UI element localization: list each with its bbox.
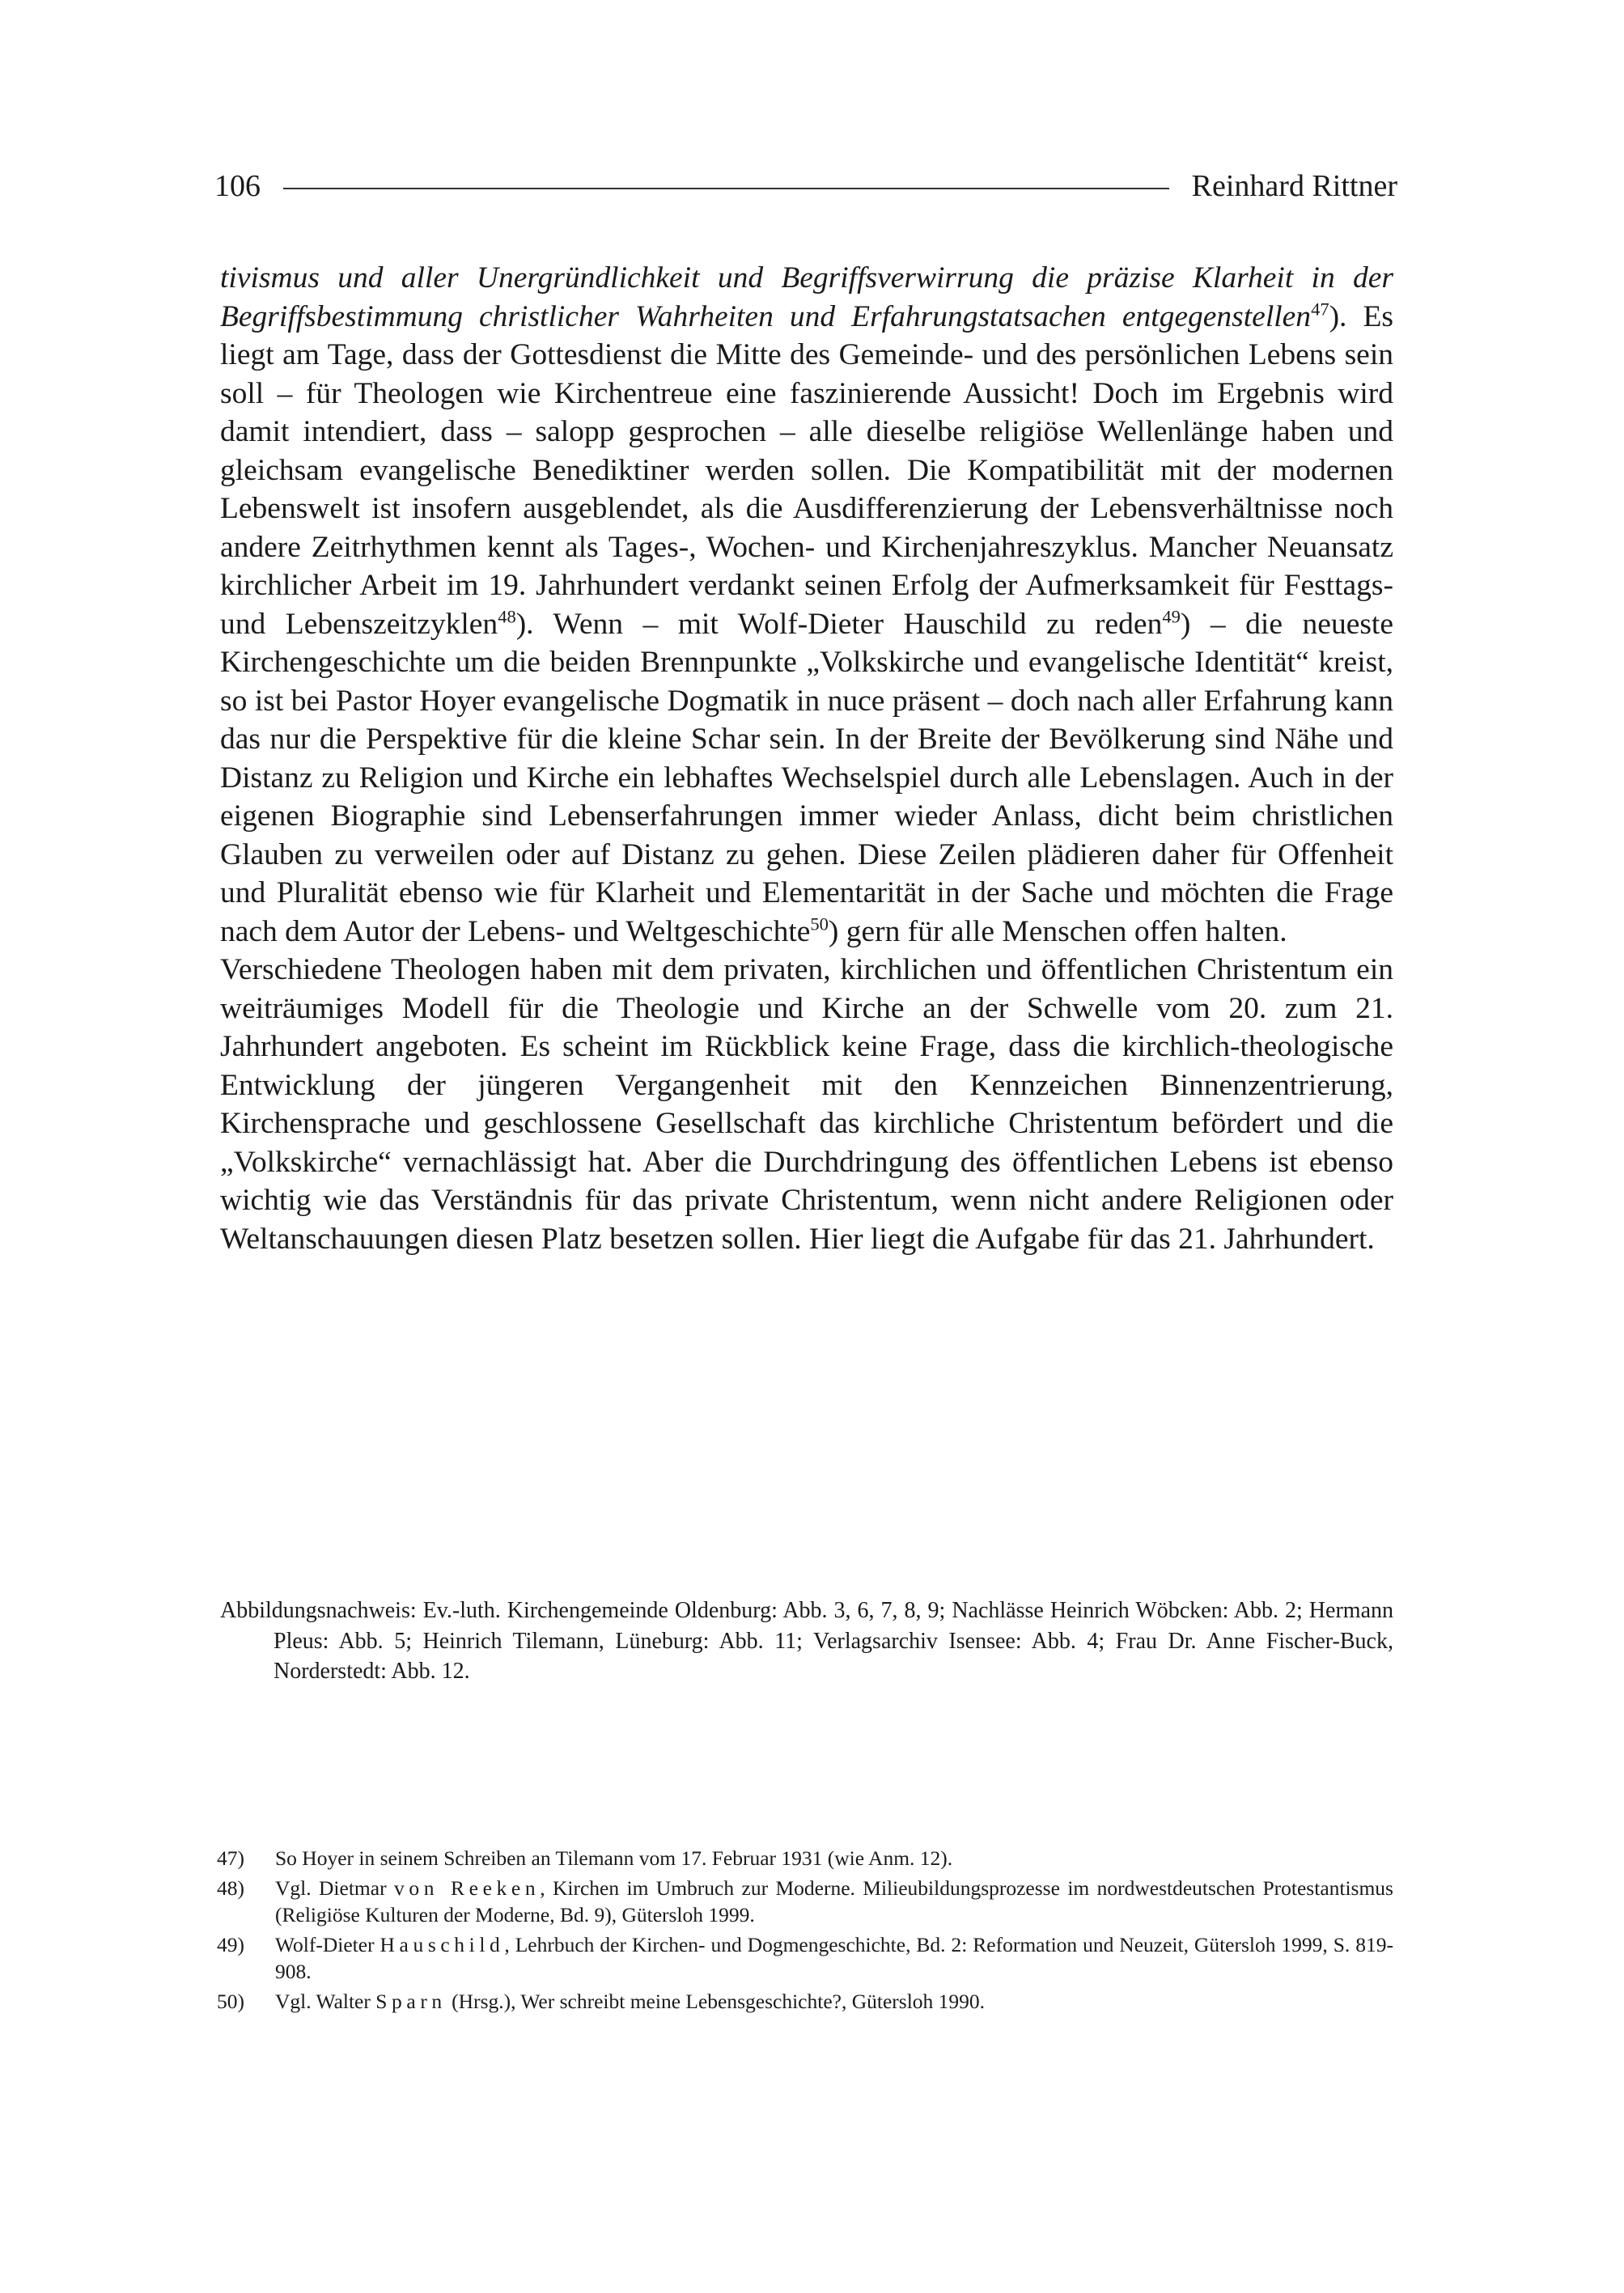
footnote-text: [275, 1845, 1393, 1871]
footnote-author-name: Hauschild: [379, 1933, 505, 1956]
footnote-49: [217, 1931, 1393, 1985]
paragraph-2: Verschiedene Theologen haben mit dem privaten, kirchlichen und öffentlichen Christentum ein weiträumiges Modell für die Theologie und Kirche an der Schwelle vom 20. zum 21. Jahrhundert angeboten. Es scheint im Rückblick keine Frage, dass die kirchlich-theologische Entwicklung der jüngeren Vergangenheit mit den Kennzeichen Binnenzentrierung, Kirchensprache und geschlossene Gesellschaft das kirchliche Christentum befördert und die „Volkskirche“ vernachlässigt hat. Aber die Durchdringung des öffentlichen Lebens ist ebenso wichtig wie das Verständnis für das private Christentum, wenn nicht andere Religionen oder Weltanschauungen diesen Platz besetzen sollen. Hier liegt die Aufgabe für das 21. Jahrhundert.: [220, 953, 1393, 1256]
header-rule: [283, 188, 1169, 189]
paragraph-1-text-a: ). Es liegt am Tage, dass der Gottesdienst die Mitte des Gemeinde- und des persönlichen Lebens sein soll – für Theologen wie Kirchentreue eine faszinierende Aussicht! Doch im Ergebnis wird damit intendiert, dass – salopp gesprochen – alle dieselbe religiöse Wellenlänge haben und gleichsam evangelische Benediktiner werden sollen. Die Kompatibilität mit der modernen Lebenswelt ist insofern ausgeblendet, als die Ausdifferenzierung der Lebensverhältnisse noch andere Zeitrhythmen kennt als Tages-, Wochen- und Kirchenjahreszyklus. Mancher Neuansatz kirchlicher Arbeit im 19. Jahrhundert verdankt seinen Erfolg der Aufmerksamkeit für Festtags- und Lebenszeitzyklen: [220, 299, 1393, 641]
footnote-50: [217, 1988, 1393, 2015]
footnote-text-part: Wolf-Dieter: [275, 1933, 380, 1956]
paragraph-1: [220, 259, 1393, 951]
image-credits: Abbildungsnachweis: Ev.-luth. Kirchengemeinde Oldenburg: Abb. 3, 6, 7, 8, 9; Nachlässe Heinrich Wöbcken: Abb. 2; Hermann Pleus: Abb. 5; Heinrich Tilemann, Lüneburg: Abb. 11; Verlagsarchiv Isensee: Abb. 4; Frau Dr. Anne Fischer-Buck, Norderstedt: Abb. 12.: [220, 1598, 1393, 1684]
footnote-text-part: , Kirchen im Umbruch zur Moderne. Milieubildungsprozesse im nordwestdeutschen Protestantismus (Religiöse Kulturen der Moderne, Bd. 9), Gütersloh 1999.: [275, 1876, 1393, 1926]
page-number: 106: [214, 169, 261, 203]
running-header: [214, 166, 1397, 206]
footnote-number: 49): [217, 1933, 244, 1956]
footnote-text-part: (Hrsg.), Wer schreibt meine Lebensgeschichte?, Gütersloh 1990.: [446, 1990, 986, 2013]
footnote-text: [275, 1988, 1393, 2015]
paragraph-1-text-d: ) gern für alle Menschen offen halten.: [828, 914, 1287, 948]
footnote-ref-47[interactable]: 47: [1311, 299, 1329, 319]
paragraph-1-text-c: ) – die neueste Kirchengeschichte um die beiden Brennpunkte „Volkskirche und evangelische Identität“ kreist, so ist bei Pastor Hoyer evangelische Dogmatik in nuce präsent – doch nach aller Erfahrung kann das nur die Perspektive für die kleine Schar sein. In der Breite der Bevölkerung sind Nähe und Distanz zu Religion und Kirche ein lebhaftes Wechselspiel durch alle Lebenslagen. Auch in der eigenen Biographie sind Lebenserfahrungen immer wieder Anlass, dicht beim christlichen Glauben zu verweilen oder auf Distanz zu gehen. Diese Zeilen plädieren daher für Offenheit und Pluralität ebenso wie für Klarheit und Elementarität in der Sache und möchten die Frage nach dem Autor der Lebens- und Weltgeschichte: [220, 607, 1393, 948]
footnotes: [217, 1845, 1393, 2018]
footnote-author-name: Sparn: [375, 1990, 447, 2013]
footnote-ref-50[interactable]: 50: [810, 913, 829, 934]
footnote-number: 47): [217, 1846, 244, 1870]
paragraph-1-text-b: ). Wenn – mit Wolf-Dieter Hauschild zu reden: [515, 607, 1163, 641]
running-title-author: Reinhard Rittner: [1191, 169, 1397, 203]
footnote-ref-48[interactable]: 48: [498, 606, 516, 626]
footnote-text-part: Vgl. Dietmar: [275, 1876, 394, 1900]
footnote-text-part: So Hoyer in seinem Schreiben an Tilemann vom 17. Februar 1931 (wie Anm. 12).: [275, 1846, 953, 1870]
footnote-text: [275, 1875, 1393, 1928]
italic-quote: tivismus und aller Unergründlichkeit und Begriffsverwirrung die präzise Klarheit in der Begriffsbestimmung christlicher Wahrheiten und Erfahrungstatsachen entgegenstellen: [220, 261, 1393, 333]
footnote-author-name: von Reeken: [393, 1876, 541, 1900]
footnote-ref-49[interactable]: 49: [1162, 606, 1181, 626]
body-text: [220, 259, 1393, 1258]
footnote-text-part: , Lehrbuch der Kirchen- und Dogmengeschichte, Bd. 2: Reformation und Neuzeit, Gütersloh 1999, S. 819-908.: [275, 1933, 1394, 1983]
footnote-number: 48): [217, 1876, 244, 1900]
footnote-number: 50): [217, 1990, 244, 2013]
footnote-text: [275, 1931, 1393, 1985]
footnote-47: [217, 1845, 1393, 1871]
footnote-48: [217, 1875, 1393, 1928]
footnote-text-part: Vgl. Walter: [275, 1990, 376, 2013]
